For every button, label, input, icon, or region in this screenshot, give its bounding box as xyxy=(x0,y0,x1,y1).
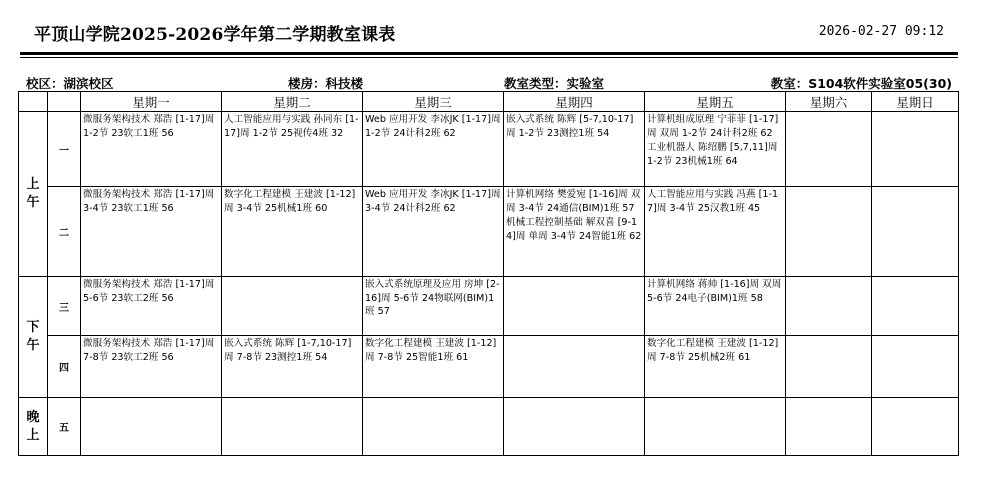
course-cell xyxy=(81,336,222,398)
room-info-bar xyxy=(26,74,952,90)
table-row xyxy=(19,398,959,456)
course-cell xyxy=(504,112,645,187)
table-row xyxy=(19,112,959,187)
course-entry: 嵌入式系统原理及应用 房坤 [2-16]周 5-6节 24物联网(BIM)1班 57 xyxy=(365,279,500,318)
course-cell xyxy=(645,187,786,277)
period-evening xyxy=(19,398,48,456)
title-divider-thick xyxy=(20,52,958,55)
slot-label: 三 xyxy=(48,277,81,336)
course-cell xyxy=(786,398,872,456)
course-cell xyxy=(363,336,504,398)
course-cell xyxy=(786,187,872,277)
course-cell xyxy=(872,277,959,336)
period-afternoon xyxy=(19,277,48,398)
course-entry: 人工智能应用与实践 孙同东 [1-17]周 1-2节 25视传4班 32 xyxy=(224,114,359,139)
day-header-sat: 星期六 xyxy=(786,92,872,112)
course-entry: 人工智能应用与实践 冯燕 [1-17]周 3-4节 25汉教1班 45 xyxy=(647,189,779,214)
timetable-grid xyxy=(18,91,959,456)
day-header-wed: 星期三 xyxy=(363,92,504,112)
course-cell xyxy=(222,112,363,187)
course-entry: 嵌入式系统 陈辉 [5-7,10-17]周 1-2节 23测控1班 54 xyxy=(506,114,634,139)
day-header-sun: 星期日 xyxy=(872,92,959,112)
course-cell xyxy=(504,336,645,398)
course-entry: 计算机网络 蒋帅 [1-16]周 双周 5-6节 24电子(BIM)1班 58 xyxy=(647,279,782,304)
course-cell xyxy=(645,398,786,456)
course-cell xyxy=(645,277,786,336)
slot-label: 五 xyxy=(48,398,81,456)
header-corner-period xyxy=(19,92,48,112)
course-cell xyxy=(81,112,222,187)
day-header-fri: 星期五 xyxy=(645,92,786,112)
room-type-label: 教室类型：实验室 xyxy=(504,76,605,91)
course-cell xyxy=(504,398,645,456)
print-timestamp: 2026-02-27 09:12 xyxy=(818,24,944,39)
course-cell xyxy=(222,336,363,398)
course-entry: 数字化工程建模 王建波 [1-12]周 7-8节 25机械2班 61 xyxy=(647,338,779,363)
period-morning xyxy=(19,112,48,277)
title-divider-thin xyxy=(20,57,958,58)
course-entry: 微服务架构技术 郑浩 [1-17]周 3-4节 23软工1班 56 xyxy=(83,189,215,214)
course-entry: 计算机组成原理 宁菲菲 [1-17]周 双周 1-2节 24计科2班 62 xyxy=(647,114,779,139)
course-cell xyxy=(872,187,959,277)
slot-label: 一 xyxy=(48,112,81,187)
table-row xyxy=(19,336,959,398)
period-label: 下 午 xyxy=(26,320,40,353)
course-entry: 微服务架构技术 郑浩 [1-17]周 5-6节 23软工2班 56 xyxy=(83,279,215,304)
course-entry: 机械工程控制基础 解双喜 [9-14]周 单周 3-4节 24智能1班 62 xyxy=(506,217,642,242)
course-entry: 数字化工程建模 王建波 [1-12]周 7-8节 25智能1班 61 xyxy=(365,338,497,363)
course-entry: 微服务架构技术 郑浩 [1-17]周 1-2节 23软工1班 56 xyxy=(83,114,215,139)
building-label: 楼房：科技楼 xyxy=(288,76,364,91)
course-cell xyxy=(363,112,504,187)
page-title: 平顶山学院2025-2026学年第二学期教室课表 xyxy=(34,25,396,45)
course-entry: 嵌入式系统 陈辉 [1-7,10-17]周 7-8节 23测控1班 54 xyxy=(224,338,352,363)
course-cell xyxy=(222,398,363,456)
course-entry: 数字化工程建模 王建波 [1-12]周 3-4节 25机械1班 60 xyxy=(224,189,356,214)
course-cell xyxy=(872,398,959,456)
course-entry: Web 应用开发 李冰JK [1-17]周 3-4节 24计科2班 62 xyxy=(365,189,501,214)
slot-label: 四 xyxy=(48,336,81,398)
course-cell xyxy=(222,187,363,277)
table-row xyxy=(19,277,959,336)
course-entry: 微服务架构技术 郑浩 [1-17]周 7-8节 23软工2班 56 xyxy=(83,338,215,363)
course-entry: Web 应用开发 李冰JK [1-17]周 1-2节 24计科2班 62 xyxy=(365,114,501,139)
campus-label: 校区：湖滨校区 xyxy=(26,76,114,91)
course-cell xyxy=(363,187,504,277)
course-cell xyxy=(645,112,786,187)
course-cell xyxy=(81,187,222,277)
course-cell xyxy=(504,277,645,336)
slot-label: 二 xyxy=(48,187,81,277)
course-cell xyxy=(786,277,872,336)
header-corner-slot xyxy=(48,92,81,112)
course-cell xyxy=(786,336,872,398)
course-cell xyxy=(786,112,872,187)
course-entry: 计算机网络 樊爱宛 [1-16]周 双周 3-4节 24通信(BIM)1班 57 xyxy=(506,189,641,214)
course-cell xyxy=(645,336,786,398)
course-cell xyxy=(872,336,959,398)
course-cell xyxy=(222,277,363,336)
course-entry: 工业机器人 陈绍鹏 [5,7,11]周 1-2节 23机械1班 64 xyxy=(647,142,778,167)
period-label: 上 午 xyxy=(26,177,40,210)
day-header-tue: 星期二 xyxy=(222,92,363,112)
course-cell xyxy=(81,277,222,336)
day-header-row xyxy=(19,92,959,112)
course-cell xyxy=(363,277,504,336)
room-label: 教室：S104软件实验室05(30) xyxy=(770,76,952,91)
course-cell xyxy=(504,187,645,277)
day-header-thu: 星期四 xyxy=(504,92,645,112)
table-row xyxy=(19,187,959,277)
course-cell xyxy=(363,398,504,456)
day-header-mon: 星期一 xyxy=(81,92,222,112)
course-cell xyxy=(872,112,959,187)
course-cell xyxy=(81,398,222,456)
period-label: 晚 上 xyxy=(26,409,40,443)
